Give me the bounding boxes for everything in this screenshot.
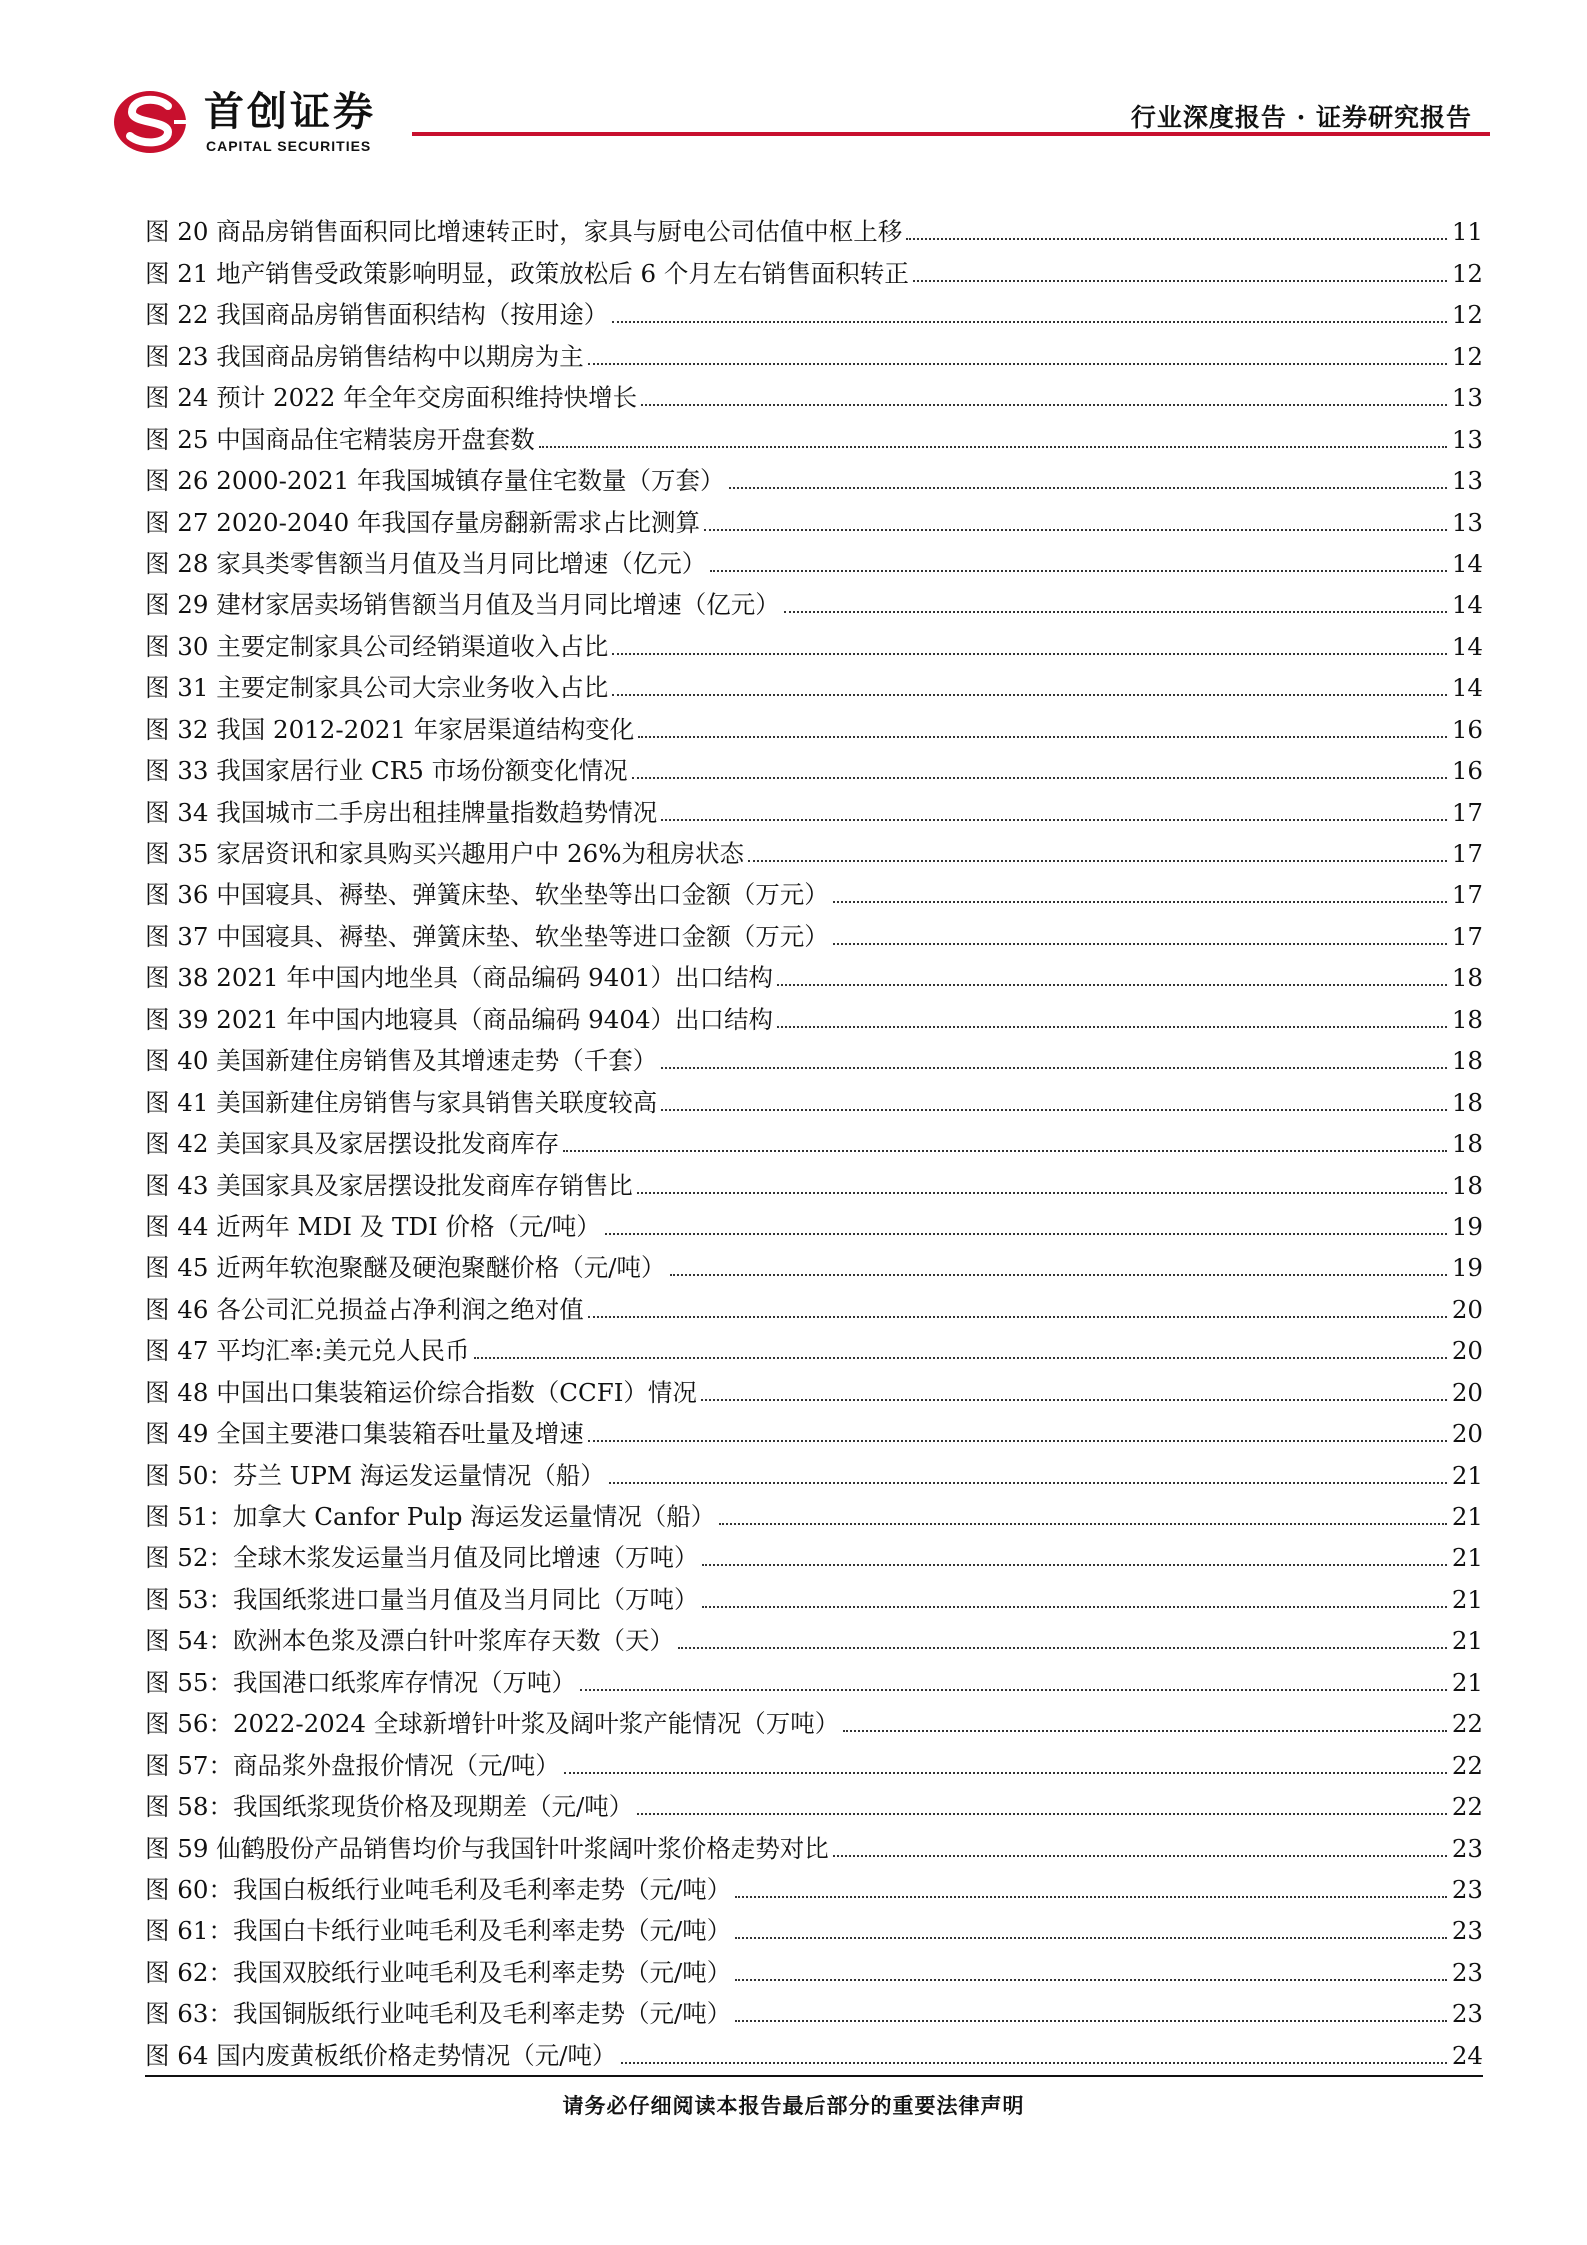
toc-entry[interactable] [145,372,1483,413]
toc-entry-page: 20 [1451,1419,1483,1449]
toc-entry-label: 图 62：我国双胶纸行业吨毛利及毛利率走势（元/吨） [145,1957,732,1987]
toc-entry-label: 图 57：商品浆外盘报价情况（元/吨） [145,1750,560,1780]
toc-entry[interactable] [145,745,1483,786]
toc-entry[interactable] [145,869,1483,910]
toc-dot-leader [833,943,1447,945]
toc-entry-page: 21 [1451,1626,1483,1656]
toc-entry-label: 图 25 中国商品住宅精装房开盘套数 [145,424,535,454]
toc-entry-page: 18 [1451,1087,1483,1117]
toc-entry-label: 图 37 中国寝具、褥垫、弹簧床垫、软坐垫等进口金额（万元） [145,921,829,951]
toc-entry[interactable] [145,1408,1483,1449]
toc-entry-label: 图 41 美国新建住房销售与家具销售关联度较高 [145,1087,658,1117]
toc-entry-page: 21 [1451,1543,1483,1573]
toc-dot-leader [632,777,1447,779]
toc-entry-page: 14 [1451,631,1483,661]
toc-entry-page: 13 [1451,466,1483,496]
logo-chinese-name: 首创证券 [204,89,376,135]
toc-entry-label: 图 34 我国城市二手房出租挂牌量指数趋势情况 [145,797,658,827]
toc-dot-leader [701,1399,1447,1401]
toc-entry-label: 图 60：我国白板纸行业吨毛利及毛利率走势（元/吨） [145,1874,732,1904]
toc-dot-leader [588,363,1447,365]
toc-entry[interactable] [145,993,1483,1034]
toc-dot-leader [637,1813,1447,1815]
toc-entry-page: 22 [1451,1709,1483,1739]
toc-dot-leader [661,1109,1447,1111]
toc-entry-label: 图 26 2000-2021 年我国城镇存量住宅数量（万套） [145,466,725,496]
toc-entry-label: 图 27 2020-2040 年我国存量房翻新需求占比测算 [145,507,701,537]
toc-entry[interactable] [145,952,1483,993]
toc-entry[interactable] [145,1076,1483,1117]
toc-entry-page: 21 [1451,1502,1483,1531]
toc-entry[interactable] [145,1491,1483,1532]
toc-entry[interactable] [145,1988,1483,2029]
toc-entry-page: 13 [1451,424,1483,454]
toc-dot-leader [784,611,1447,613]
toc-entry-page: 16 [1451,714,1483,744]
toc-dot-leader [843,1730,1447,1732]
toc-entry[interactable] [145,1283,1483,1324]
toc-entry-page: 17 [1451,839,1483,868]
toc-dot-leader [735,1896,1447,1898]
toc-entry[interactable] [145,1035,1483,1076]
toc-entry[interactable] [145,1366,1483,1407]
toc-entry-page: 20 [1451,1294,1483,1324]
toc-entry-label: 图 30 主要定制家具公司经销渠道收入占比 [145,631,609,661]
toc-entry-label: 图 29 建材家居卖场销售额当月值及当月同比增速（亿元） [145,590,780,620]
toc-entry-page: 20 [1451,1336,1483,1366]
toc-entry-page: 21 [1451,1584,1483,1614]
toc-entry-page: 20 [1451,1377,1483,1407]
toc-entry-page: 21 [1451,1667,1483,1697]
toc-entry-label: 图 51：加拿大 Canfor Pulp 海运发运量情况（船） [145,1502,716,1531]
toc-entry-label: 图 35 家居资讯和家具购买兴趣用户中 26%为租房状态 [145,839,744,868]
toc-entry[interactable] [145,1159,1483,1200]
toc-entry-page: 18 [1451,1170,1483,1200]
company-logo [112,86,432,156]
toc-dot-leader [833,1855,1447,1857]
toc-entry-label: 图 59 仙鹤股份产品销售均价与我国针叶浆阔叶浆价格走势对比 [145,1833,829,1863]
toc-entry-page: 14 [1451,548,1483,578]
toc-dot-leader [913,280,1447,282]
toc-entry[interactable] [145,247,1483,288]
toc-entry[interactable] [145,1201,1483,1242]
toc-entry-label: 图 38 2021 年中国内地坐具（商品编码 9401）出口结构 [145,963,774,993]
toc-entry-page: 23 [1451,1916,1483,1946]
toc-entry-label: 图 39 2021 年中国内地寝具（商品编码 9404）出口结构 [145,1004,774,1034]
page-header [112,78,1490,156]
toc-entry-label: 图 46 各公司汇兑损益占净利润之绝对值 [145,1294,584,1324]
toc-entry[interactable] [145,1822,1483,1863]
toc-entry[interactable] [145,1946,1483,1987]
toc-entry-label: 图 52：全球木浆发运量当月值及同比增速（万吨） [145,1543,699,1573]
toc-entry-page: 19 [1451,1253,1483,1283]
toc-entry-page: 16 [1451,756,1483,786]
toc-dot-leader [638,736,1447,738]
toc-entry[interactable] [145,828,1483,869]
toc-entry[interactable] [145,910,1483,951]
toc-entry-label: 图 56：2022-2024 全球新增针叶浆及阔叶浆产能情况（万吨） [145,1709,840,1739]
toc-dot-leader [588,1316,1447,1318]
toc-entry-label: 图 40 美国新建住房销售及其增速走势（千套） [145,1046,658,1076]
toc-entry-label: 图 21 地产销售受政策影响明显，政策放松后 6 个月左右销售面积转正 [145,258,909,288]
toc-dot-leader [474,1357,1447,1359]
toc-entry-label: 图 53：我国纸浆进口量当月值及当月同比（万吨） [145,1584,699,1614]
toc-entry-page: 24 [1451,2040,1483,2070]
logo-english-name: CAPITAL SECURITIES [206,138,372,154]
toc-dot-leader [564,1772,1447,1774]
toc-entry-label: 图 48 中国出口集装箱运价综合指数（CCFI）情况 [145,1377,697,1407]
toc-entry[interactable] [145,1615,1483,1656]
toc-entry[interactable] [145,455,1483,496]
toc-entry-label: 图 36 中国寝具、褥垫、弹簧床垫、软坐垫等出口金额（万元） [145,880,829,910]
toc-dot-leader [777,1026,1447,1028]
toc-entry-label: 图 20 商品房销售面积同比增速转正时，家具与厨电公司估值中枢上移 [145,217,903,247]
toc-dot-leader [609,1482,1447,1484]
toc-dot-leader [678,1647,1447,1649]
toc-entry[interactable] [145,1905,1483,1946]
toc-dot-leader [719,1523,1447,1525]
toc-entry[interactable] [145,1325,1483,1366]
toc-entry-page: 22 [1451,1750,1483,1780]
toc-entry-page: 19 [1451,1211,1483,1241]
toc-entry-label: 图 31 主要定制家具公司大宗业务收入占比 [145,673,609,703]
toc-entry-page: 23 [1451,1999,1483,2029]
toc-dot-leader [833,901,1447,903]
toc-entry-page: 12 [1451,341,1483,371]
toc-entry-label: 图 42 美国家具及家居摆设批发商库存 [145,1129,560,1159]
toc-entry-label: 图 50：芬兰 UPM 海运发运量情况（船） [145,1460,605,1490]
toc-entry-label: 图 45 近两年软泡聚醚及硬泡聚醚价格（元/吨） [145,1253,666,1283]
toc-entry-page: 22 [1451,1792,1483,1822]
toc-dot-leader [661,819,1447,821]
toc-entry[interactable] [145,206,1483,247]
toc-dot-leader [702,1606,1447,1608]
toc-entry-page: 14 [1451,673,1483,703]
toc-dot-leader [563,1150,1447,1152]
toc-dot-leader [637,1192,1447,1194]
toc-entry-page: 14 [1451,590,1483,620]
toc-entry-page: 12 [1451,300,1483,330]
toc-entry-label: 图 49 全国主要港口集装箱吞吐量及增速 [145,1419,584,1449]
toc-entry-label: 图 54：欧洲本色浆及漂白针叶浆库存天数（天） [145,1626,674,1656]
toc-entry-label: 图 58：我国纸浆现货价格及现期差（元/吨） [145,1792,634,1822]
toc-dot-leader [621,2062,1447,2064]
legal-disclaimer: 请务必仔细阅读本报告最后部分的重要法律声明 [562,2093,1025,2118]
toc-entry-label: 图 47 平均汇率:美元兑人民币 [145,1336,470,1366]
toc-dot-leader [735,2020,1447,2022]
toc-entry-page: 23 [1451,1957,1483,1987]
toc-entry-label: 图 63：我国铜版纸行业吨毛利及毛利率走势（元/吨） [145,1999,732,2029]
toc-entry-page: 23 [1451,1833,1483,1863]
toc-entry[interactable] [145,786,1483,827]
toc-dot-leader [735,1979,1447,1981]
toc-entry-label: 图 23 我国商品房销售结构中以期房为主 [145,341,584,371]
toc-dot-leader [729,487,1447,489]
toc-entry[interactable] [145,1242,1483,1283]
toc-entry[interactable] [145,1449,1483,1490]
toc-entry[interactable] [145,496,1483,537]
toc-dot-leader [704,529,1447,531]
toc-entry-page: 18 [1451,1129,1483,1159]
toc-entry-label: 图 22 我国商品房销售面积结构（按用途） [145,300,609,330]
toc-entry-label: 图 44 近两年 MDI 及 TDI 价格（元/吨） [145,1211,601,1241]
toc-entry[interactable] [145,1864,1483,1905]
header-rule [412,132,1490,136]
toc-entry-page: 18 [1451,1046,1483,1076]
toc-entry[interactable] [145,1118,1483,1159]
toc-entry[interactable] [145,413,1483,454]
toc-dot-leader [539,446,1447,448]
toc-entry-page: 13 [1451,383,1483,413]
figure-list [145,206,1483,2071]
toc-dot-leader [641,404,1447,406]
toc-entry[interactable] [145,330,1483,371]
toc-entry-page: 23 [1451,1874,1483,1904]
toc-entry-page: 18 [1451,1004,1483,1034]
toc-entry[interactable] [145,2029,1483,2070]
toc-entry[interactable] [145,1781,1483,1822]
toc-dot-leader [906,238,1447,240]
toc-entry[interactable] [145,1739,1483,1780]
toc-dot-leader [670,1274,1447,1276]
toc-entry[interactable] [145,1656,1483,1697]
toc-entry-page: 17 [1451,797,1483,827]
toc-dot-leader [605,1233,1447,1235]
toc-entry-page: 12 [1451,258,1483,288]
toc-dot-leader [702,1564,1447,1566]
toc-dot-leader [748,860,1447,862]
toc-dot-leader [612,694,1447,696]
toc-entry[interactable] [145,1573,1483,1614]
toc-entry-label: 图 32 我国 2012-2021 年家居渠道结构变化 [145,714,635,744]
toc-dot-leader [710,570,1447,572]
toc-dot-leader [661,1067,1447,1069]
toc-dot-leader [612,653,1447,655]
toc-dot-leader [580,1689,1447,1691]
toc-dot-leader [612,321,1447,323]
toc-entry-label: 图 55：我国港口纸浆库存情况（万吨） [145,1667,576,1697]
logo-mark-icon [112,86,194,156]
toc-entry-page: 13 [1451,507,1483,537]
toc-entry-page: 18 [1451,963,1483,993]
toc-entry[interactable] [145,703,1483,744]
toc-dot-leader [777,984,1447,986]
toc-entry[interactable] [145,538,1483,579]
toc-entry-label: 图 24 预计 2022 年全年交房面积维持快增长 [145,383,638,413]
toc-entry-label: 图 61：我国白卡纸行业吨毛利及毛利率走势（元/吨） [145,1916,732,1946]
toc-dot-leader [735,1937,1447,1939]
toc-entry-page: 17 [1451,921,1483,951]
toc-entry-page: 17 [1451,880,1483,910]
report-type-title: 行业深度报告 · 证券研究报告 [1130,103,1472,132]
toc-entry[interactable] [145,579,1483,620]
toc-dot-leader [588,1440,1447,1442]
toc-entry[interactable] [145,1698,1483,1739]
toc-entry-page: 11 [1451,217,1483,247]
toc-entry-label: 图 33 我国家居行业 CR5 市场份额变化情况 [145,756,628,786]
toc-entry[interactable] [145,1532,1483,1573]
toc-entry-label: 图 43 美国家具及家居摆设批发商库存销售比 [145,1170,633,1200]
toc-entry[interactable] [145,662,1483,703]
toc-entry[interactable] [145,620,1483,661]
footer-rule [145,2075,1483,2077]
toc-entry-label: 图 28 家具类零售额当月值及当月同比增速（亿元） [145,548,707,578]
toc-entry[interactable] [145,289,1483,330]
toc-entry-label: 图 64 国内废黄板纸价格走势情况（元/吨） [145,2040,617,2070]
toc-entry-page: 21 [1451,1460,1483,1490]
